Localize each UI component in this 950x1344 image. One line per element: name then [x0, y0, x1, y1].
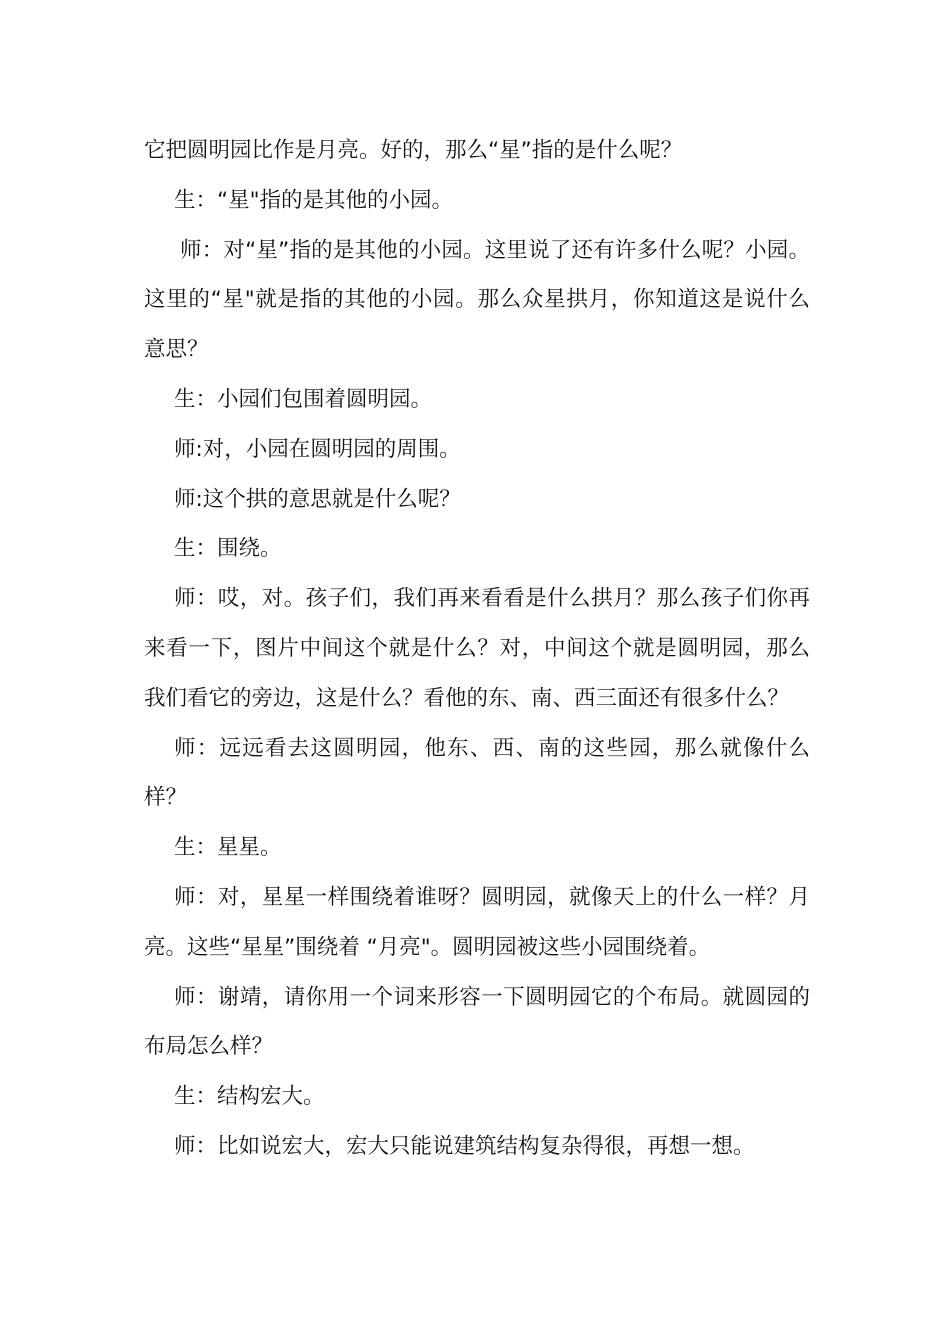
paragraph-13: 生：结构宏大。: [174, 1084, 325, 1110]
paragraph-9: 师：远远看去这圆明园，他东、西、南的这些园，那么就像什么样？: [144, 735, 810, 811]
paragraph-14: 师：比如说宏大，宏大只能说建筑结构复杂得很，再想一想。: [174, 1133, 755, 1159]
paragraph-4: 生：小园们包围着圆明园。: [174, 386, 433, 412]
paragraph-8: 师：哎，对。孩子们，我们再来看看是什么拱月？那么孩子们你再来看一下，图片中间这个就是什么？对，中间这个就是圆明园，那么我们看它的旁边，这是什么？看他的东、南、西三面还有很多什么？: [144, 586, 810, 711]
paragraph-3: 师：对“星”指的是其他的小园。这里说了还有许多什么呢？小园。这里的“星"就是指的其他的小园。那么众星拱月，你知道这是说什么意思？: [144, 237, 810, 363]
paragraph-10: 生：星星。: [174, 835, 282, 861]
document-body: [144, 126, 810, 1172]
paragraph-1: 它把圆明园比作是月亮。好的，那么“星”指的是什么呢？: [144, 138, 683, 163]
paragraph-5: 师:对，小园在圆明园的周围。: [174, 436, 461, 462]
paragraph-6: 师:这个拱的意思就是什么呢？: [174, 486, 461, 512]
paragraph-11: 师：对，星星一样围绕着谁呀？圆明园，就像天上的什么一样？月亮。这些“星星”围绕着 “月亮"。圆明园被这些小园围绕着。: [144, 884, 810, 960]
paragraph-7: 生：围绕。: [174, 536, 282, 562]
paragraph-2: 生：“星"指的是其他的小园。: [174, 187, 454, 213]
paragraph-12: 师：谢靖，请你用一个词来形容一下圆明园它的个布局。就圆园的布局怎么样？: [144, 984, 810, 1060]
